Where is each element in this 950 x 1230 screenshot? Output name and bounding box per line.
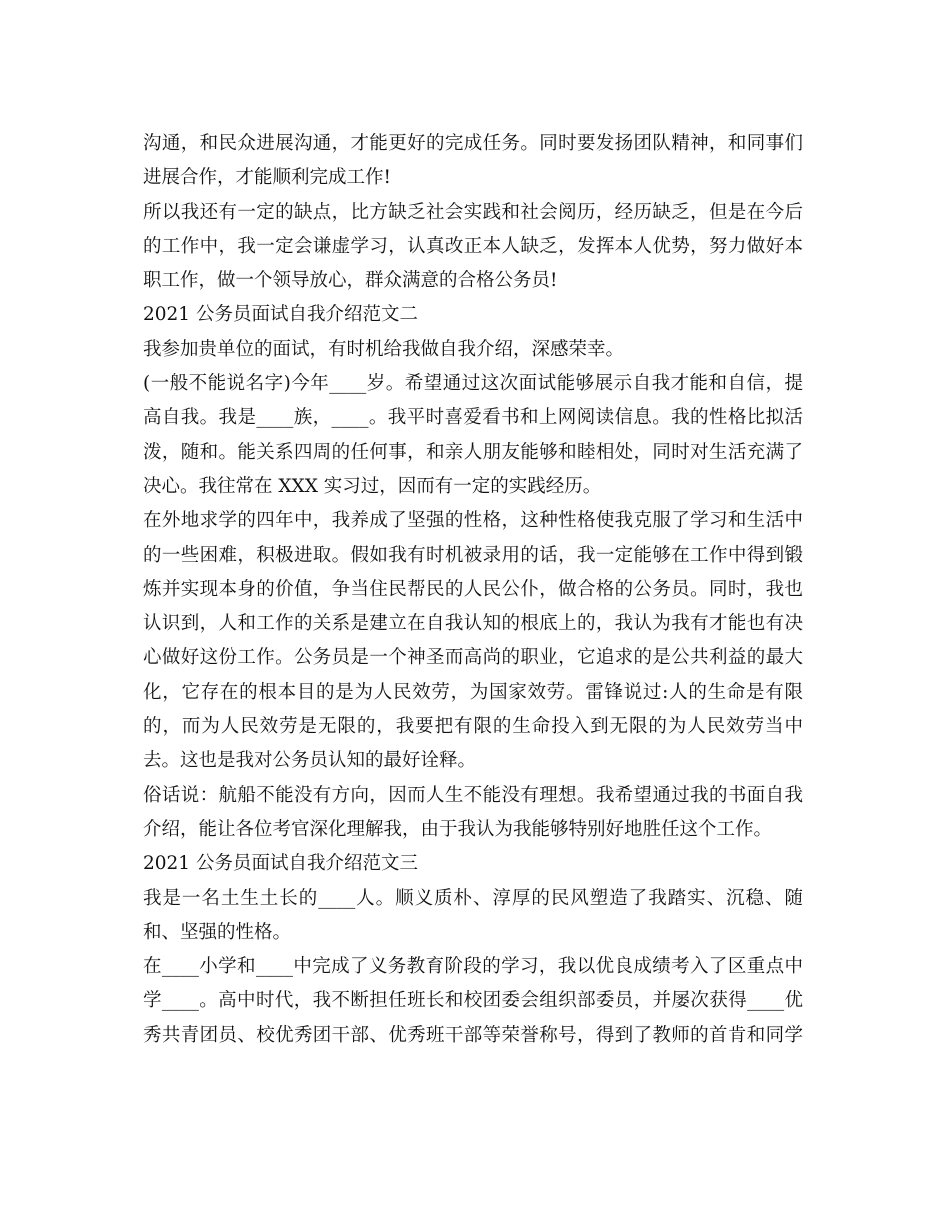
text-line: 的一些困难，积极进取。假如我有时机被录用的话，我一定能够在工作中得到锻 [143,544,803,566]
text-line: 决心。我往常在 XXX 实习过，因而有一定的实践经历。 [143,475,602,497]
text-line: 泼，随和。能关系四周的任何事，和亲人朋友能够和睦相处，同时对生活充满了 [143,441,803,463]
text-line: 沟通，和民众进展沟通，才能更好的完成任务。同时要发扬团队精神，和同事们 [143,133,803,154]
text-line: 在外地求学的四年中，我养成了坚强的性格，这种性格使我克服了学习和生活中 [143,510,803,532]
text-line: 在____小学和____中完成了义务教育阶段的学习，我以优良成绩考入了区重点中 [143,956,803,978]
text-line: 认识到，人和工作的关系是建立在自我认知的根底上的，我认为我有才能也有决 [143,613,803,635]
text-line: 2021 公务员面试自我介绍范文二 [143,304,418,326]
text-line: 2021 公务员面试自我介绍范文三 [143,853,418,875]
text-line: 俗话说：航船不能没有方向，因而人生不能没有理想。我希望通过我的书面自我 [143,784,803,806]
text-line: 去。这也是我对公务员认知的最好诠释。 [143,750,477,772]
text-line: 秀共青团员、校优秀团干部、优秀班干部等荣誉称号，得到了教师的首肯和同学 [143,1024,803,1046]
text-line: 我是一名土生土长的____人。顺义质朴、淳厚的民风塑造了我踏实、沉稳、随 [143,887,803,909]
text-line: 我参加贵单位的面试，有时机给我做自我介绍，深感荣幸。 [143,338,625,360]
text-line: 炼并实现本身的价值，争当住民帮民的人民公仆，做合格的公务员。同时，我也 [143,578,803,600]
text-line: 心做好这份工作。公务员是一个神圣而高尚的职业，它追求的是公共利益的最大 [143,647,803,669]
text-line: 进展合作，才能顺利完成工作! [143,167,391,189]
text-line: 的工作中，我一定会谦虚学习，认真改正本人缺乏，发挥本人优势，努力做好本 [143,235,803,257]
document-body [143,127,803,1053]
text-line: 介绍，能让各位考官深化理解我，由于我认为我能够特别好地胜任这个工作。 [143,818,773,840]
text-line: 化，它存在的根本目的是为人民效劳，为国家效劳。雷锋说过:人的生命是有限 [143,681,803,703]
text-line: 的，而为人民效劳是无限的，我要把有限的生命投入到无限的为人民效劳当中 [143,716,803,738]
text-line: 和、坚强的性格。 [143,921,292,943]
text-line: 所以我还有一定的缺点，比方缺乏社会实践和社会阅历，经历缺乏，但是在今后 [143,201,803,223]
text-line: 学____。高中时代，我不断担任班长和校团委会组织部委员，并屡次获得____优 [143,990,803,1012]
text-line: 职工作，做一个领导放心，群众满意的合格公务员! [143,270,558,292]
text-line: 高自我。我是____族，____。我平时喜爱看书和上网阅读信息。我的性格比拟活 [143,407,803,429]
text-line: (一般不能说名字)今年____岁。希望通过这次面试能够展示自我才能和自信，提 [143,373,803,395]
